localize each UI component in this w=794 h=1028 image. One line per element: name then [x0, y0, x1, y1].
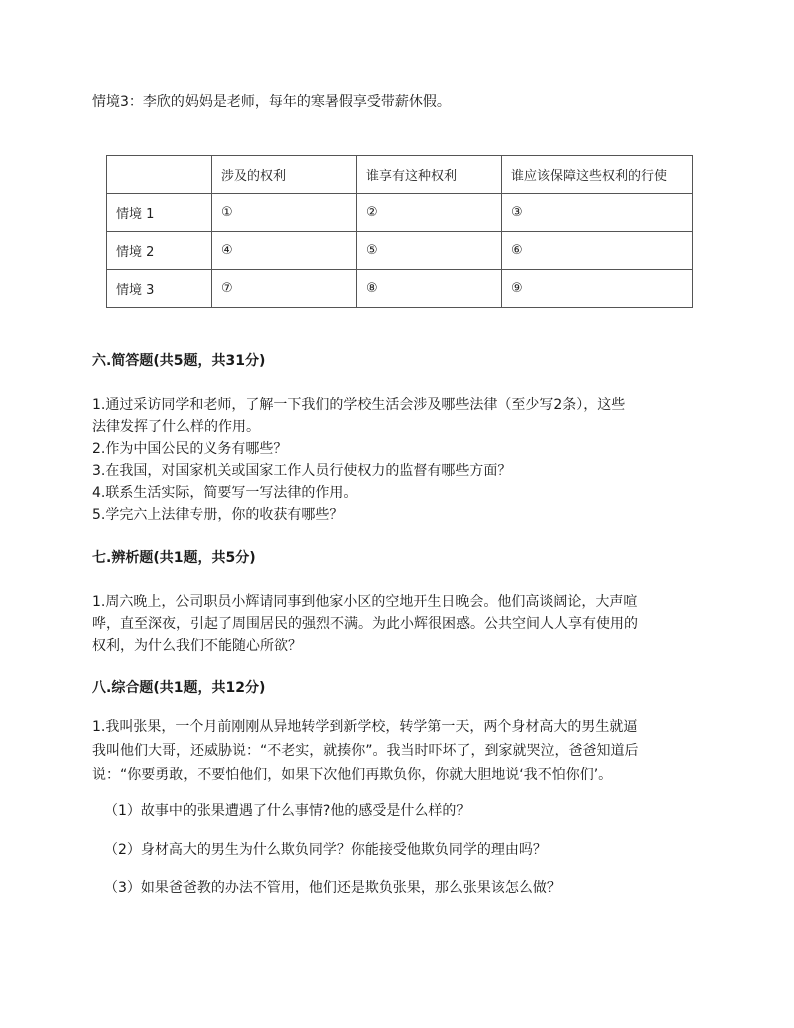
question-2: 2.作为中国公民的义务有哪些？: [92, 441, 288, 457]
table-row: [107, 194, 693, 232]
question-1-line-2: 法律发挥了什么样的作用。: [92, 419, 260, 435]
table-row: [107, 232, 693, 270]
table-cell: ②: [357, 194, 502, 232]
rights-table: [106, 155, 693, 308]
sub-question-2: （2）身材高大的男生为什么欺负同学？你能接受他欺负同学的理由吗？: [104, 842, 547, 858]
table-cell: ④: [212, 232, 357, 270]
table-cell: ⑦: [212, 270, 357, 308]
table-cell: 情境 3: [107, 270, 212, 308]
table-header-cell: 谁享有这种权利: [357, 156, 502, 194]
question-5: 5.学完六上法律专册，你的收获有哪些？: [92, 507, 344, 523]
table-header-cell: [107, 156, 212, 194]
comprehensive-story-line-1: 1.我叫张果，一个月前刚刚从异地转学到新学校，转学第一天，两个身材高大的男生就逼: [92, 719, 638, 735]
table-cell: ⑧: [357, 270, 502, 308]
analysis-question-line-3: 权利，为什么我们不能随心所欲？: [92, 638, 302, 654]
table-cell: ⑥: [502, 232, 693, 270]
comprehensive-story-line-2: 我叫他们大哥，还威胁说：“不老实，就揍你”。我当时吓坏了，到家就哭泣，爸爸知道后: [92, 743, 639, 759]
table-cell: ⑨: [502, 270, 693, 308]
analysis-question-line-2: 哗，直至深夜，引起了周围居民的强烈不满。为此小辉很困惑。公共空间人人享有使用的: [92, 616, 638, 632]
sub-question-3: （3）如果爸爸教的办法不管用，他们还是欺负张果，那么张果该怎么做？: [104, 880, 561, 896]
question-1-line-1: 1.通过采访同学和老师，了解一下我们的学校生活会涉及哪些法律（至少写2条），这些: [92, 397, 626, 413]
scenario-3-text: 情境3：李欣的妈妈是老师，每年的寒暑假享受带薪休假。: [92, 94, 451, 110]
table-cell: 情境 2: [107, 232, 212, 270]
table-cell: 情境 1: [107, 194, 212, 232]
table-header-cell: 谁应该保障这些权利的行使: [502, 156, 693, 194]
comprehensive-story-line-3: 说：“你要勇敢，不要怕他们，如果下次他们再欺负你，你就大胆地说‘我不怕你们’。: [92, 767, 613, 783]
question-3: 3.在我国，对国家机关或国家工作人员行使权力的监督有哪些方面？: [92, 463, 512, 479]
table-cell: ③: [502, 194, 693, 232]
analysis-question-line-1: 1.周六晚上，公司职员小辉请同事到他家小区的空地开生日晚会。他们高谈阔论，大声喧: [92, 594, 638, 610]
table-header-row: [107, 156, 693, 194]
table-cell: ①: [212, 194, 357, 232]
section-7-heading: 七.辨析题(共1题，共5分): [92, 550, 256, 566]
sub-question-1: （1）故事中的张果遭遇了什么事情?他的感受是什么样的？: [104, 803, 471, 819]
table-row: [107, 270, 693, 308]
section-8-heading: 八.综合题(共1题，共12分): [92, 680, 266, 696]
table-cell: ⑤: [357, 232, 502, 270]
section-6-heading: 六.简答题(共5题，共31分): [92, 353, 266, 369]
table-header-cell: 涉及的权利: [212, 156, 357, 194]
question-4: 4.联系生活实际，简要写一写法律的作用。: [92, 485, 358, 501]
